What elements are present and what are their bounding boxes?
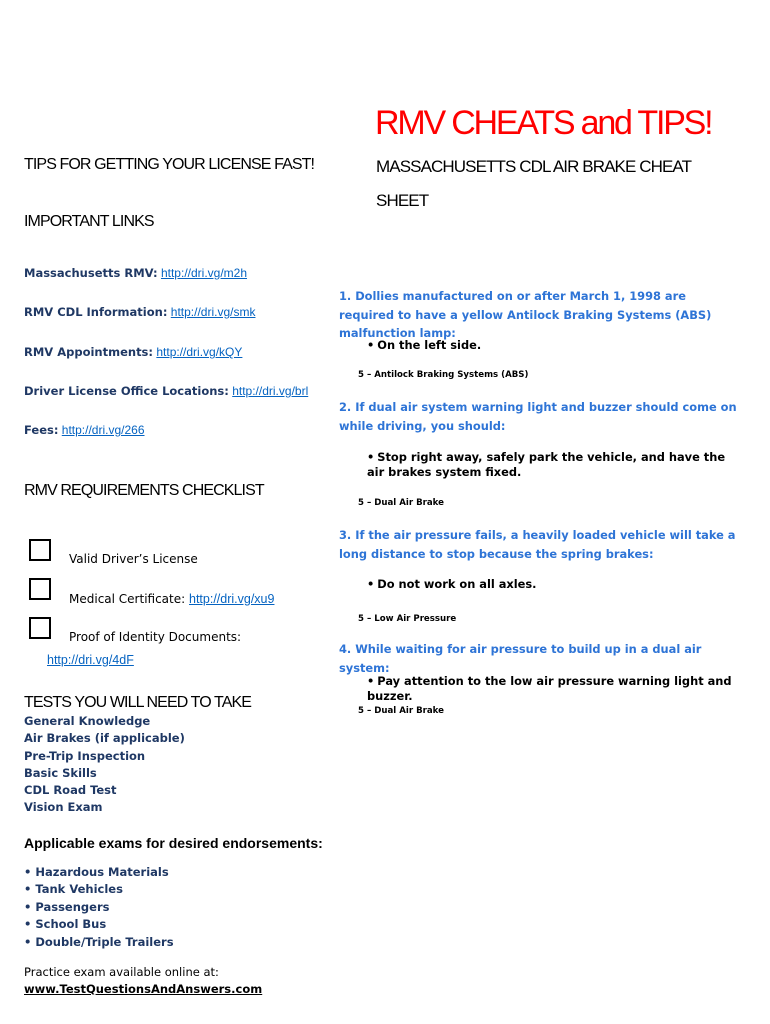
question-4: 4. While waiting for air pressure to build up in a dual air system: (339, 642, 702, 675)
link-medical-certificate[interactable]: http://dri.vg/xu9 (189, 592, 275, 606)
link-row-locations (24, 384, 308, 398)
checklist-item-proof-of-identity: Proof of Identity Documents: (69, 630, 242, 644)
list-item: • Passengers (24, 899, 110, 914)
bullet-icon: • (24, 917, 36, 932)
link-row-rmv (24, 266, 247, 280)
bullet-icon: • (367, 338, 375, 352)
answer-2: • Stop right away, safely park the vehicle, and have the air brakes system fixed. (367, 450, 726, 479)
endorsements-list (24, 864, 174, 951)
link-rmv[interactable]: http://dri.vg/m2h (160, 266, 248, 280)
answer-3: • Do not work on all axles. (367, 577, 537, 591)
link-label: RMV Appointments: (24, 345, 154, 359)
question-3: 3. If the air pressure fails, a heavily loaded vehicle will take a long distance to stop because the spring brakes: (339, 528, 736, 561)
link-label: Massachusetts RMV: (24, 266, 158, 280)
list-item: • Tank Vehicles (24, 882, 123, 897)
question-2: 2. If dual air system warning light and buzzer should come on while driving, you should: (339, 400, 737, 433)
bullet-icon: • (24, 865, 36, 879)
list-item: • Double/Triple Trailers (24, 934, 174, 949)
question-1: 1. Dollies manufactured on or after March 1, 1998 are required to have a yellow Antilock Braking Systems (ABS) malfunction lamp: (339, 289, 712, 340)
checklist-item-drivers-license: Valid Driver’s License (69, 552, 198, 566)
reference-1: 5 – Antilock Braking Systems (ABS) (358, 370, 529, 380)
checklist-label: Medical Certificate: (69, 592, 186, 606)
tests-heading: TESTS YOU WILL NEED TO TAKE (24, 694, 252, 711)
link-appointments[interactable]: http://dri.vg/kQY (156, 345, 243, 359)
link-row-fees (24, 423, 145, 437)
list-item: • School Bus (24, 917, 107, 932)
list-item: • Hazardous Materials (24, 865, 169, 879)
page-title: RMV CHEATS and TIPS! (375, 104, 712, 142)
link-label: Fees: (24, 423, 59, 437)
link-fees[interactable]: http://dri.vg/266 (61, 423, 145, 437)
answer-4: • Pay attention to the low air pressure warning light and buzzer. (367, 674, 732, 703)
checkbox-drivers-license[interactable] (29, 539, 51, 561)
bullet-icon: • (367, 674, 375, 688)
link-label: RMV CDL Information: (24, 305, 168, 319)
proof-of-identity-link-row (47, 653, 134, 667)
practice-link[interactable]: www.TestQuestionsAndAnswers.com (24, 982, 263, 996)
bullet-icon: • (367, 450, 375, 464)
list-item: Pre-Trip Inspection (24, 748, 146, 763)
checklist-heading: RMV REQUIREMENTS CHECKLIST (24, 482, 264, 499)
list-item: CDL Road Test (24, 783, 117, 798)
link-office-locations[interactable]: http://dri.vg/brl (232, 384, 309, 398)
bullet-icon: • (24, 899, 36, 914)
bullet-icon: • (24, 882, 36, 897)
tests-list (24, 713, 185, 817)
reference-2: 5 – Dual Air Brake (358, 498, 444, 508)
reference-3: 5 – Low Air Pressure (358, 614, 457, 624)
page-subtitle: MASSACHUSETTS CDL AIR BRAKE CHEAT SHEET (376, 157, 691, 210)
practice-text: Practice exam available online at: (24, 965, 219, 979)
link-proof-of-identity[interactable]: http://dri.vg/4dF (47, 653, 134, 667)
list-item: Basic Skills (24, 765, 97, 780)
checkbox-proof-of-identity[interactable] (29, 617, 51, 639)
link-label: Driver License Office Locations: (24, 384, 229, 398)
bullet-icon: • (367, 577, 375, 591)
reference-4: 5 – Dual Air Brake (358, 706, 444, 716)
tips-heading: TIPS FOR GETTING YOUR LICENSE FAST! (24, 156, 315, 173)
answer-1: • On the left side. (367, 338, 482, 352)
checkbox-medical-certificate[interactable] (29, 578, 51, 600)
list-item: Vision Exam (24, 800, 103, 815)
link-row-appointments (24, 345, 242, 359)
checklist-item-medical-certificate (69, 592, 274, 606)
links-heading: IMPORTANT LINKS (24, 213, 154, 230)
list-item: Air Brakes (if applicable) (24, 731, 185, 746)
endorsements-heading: Applicable exams for desired endorsements: (24, 835, 323, 851)
link-cdl-info[interactable]: http://dri.vg/smk (170, 305, 256, 319)
link-row-cdl (24, 305, 255, 319)
list-item: General Knowledge (24, 714, 151, 728)
bullet-icon: • (24, 934, 36, 949)
